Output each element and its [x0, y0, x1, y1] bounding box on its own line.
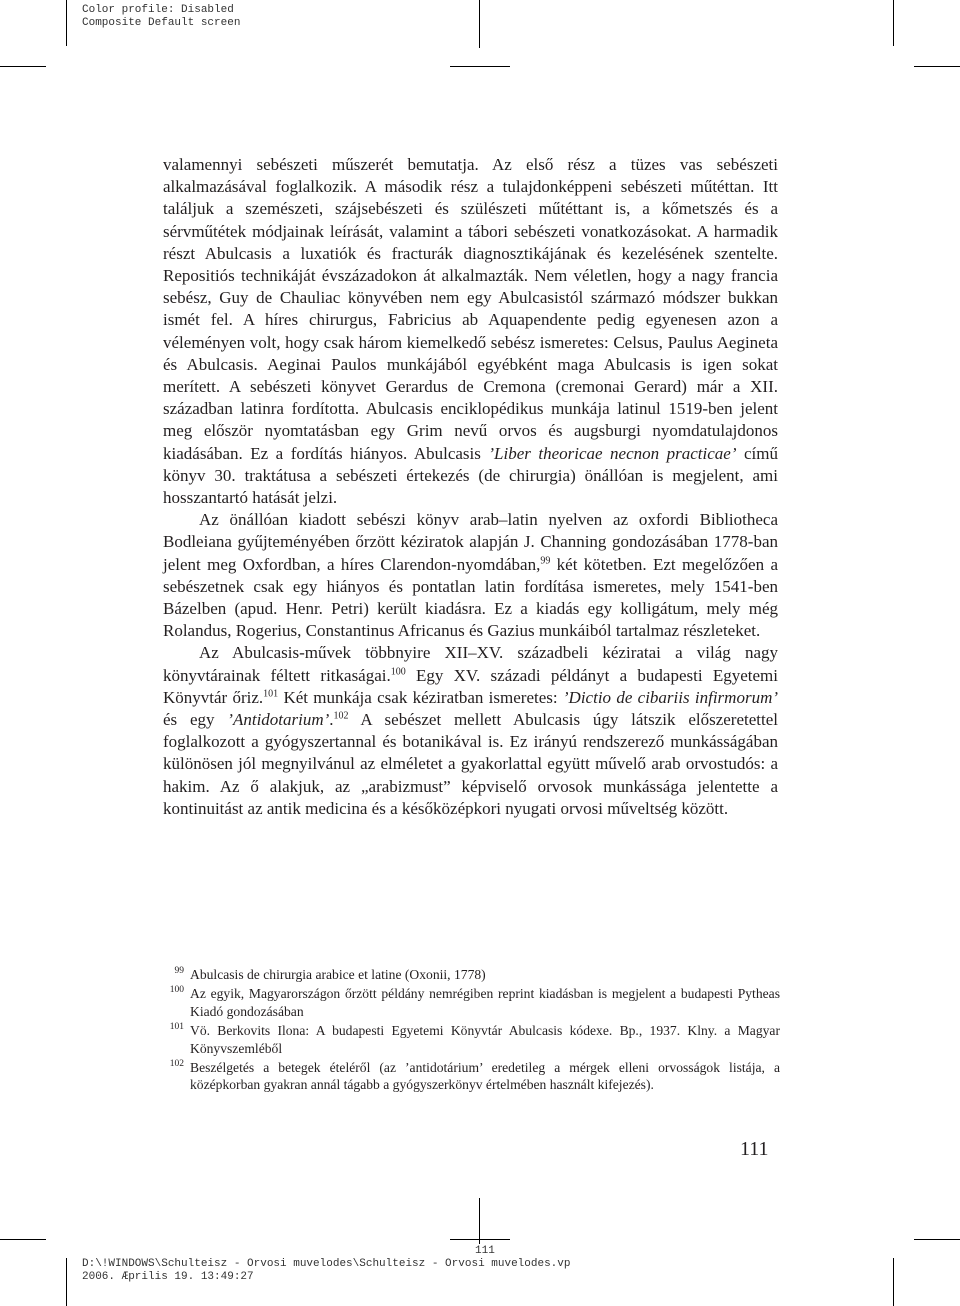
paragraph-2 — [163, 509, 778, 642]
footnote-text: Beszélgetés a betegek ételéről (az ’antidotárium’ eredetileg a mérgek elleni orvosságok listája, a középkorban gyakran annál tágabb a gyógyszerkönyv értelmében használt kifejezés). — [190, 1060, 780, 1093]
paragraph-3-text-e: . — [329, 710, 334, 730]
crop-mark-top-right-h — [914, 66, 960, 67]
crop-mark-bottom-left-v — [66, 1258, 67, 1306]
crop-mark-bottom-center-h — [450, 1239, 510, 1240]
footnote-number: 101 — [169, 1022, 184, 1033]
footnote-ref-100: 100 — [390, 666, 406, 678]
crop-mark-top-left-h — [0, 66, 46, 67]
footnote-text: Az egyik, Magyarországon őrzött példány nemrégiben reprint kiadásban is megjelent a budapesti Pytheas Kiadó gondozásában — [190, 986, 780, 1019]
paragraph-3-text-c: Két munkája csak kéziratban ismeretes: — [278, 687, 563, 707]
footnote — [160, 1022, 780, 1057]
crop-mark-bottom-center-v — [479, 1198, 480, 1244]
footnote-ref-102: 102 — [333, 710, 349, 722]
crop-mark-top-left-v — [66, 0, 67, 46]
work-title-italic-1: ’Dictio de cibariis infirmorum’ — [562, 687, 779, 707]
crop-mark-bottom-right-h — [914, 1239, 960, 1240]
footnote-number: 102 — [169, 1059, 184, 1070]
book-title-italic: ’Liber theoricae necnon practicae’ — [488, 443, 737, 463]
footnote-ref-101: 101 — [263, 688, 279, 700]
footer-file-path: D:\!WINDOWS\Schulteisz - Orvosi muvelodes\Schulteisz - Orvosi muvelodes.vp — [82, 1258, 571, 1270]
footnote — [160, 985, 780, 1020]
crop-mark-top-right-v — [893, 0, 894, 46]
paragraph-3-text-b: Egy XV. századi példányt a budapesti Egyetemi Könyvtár őriz. — [163, 665, 778, 707]
paragraph-2-text: Az önállóan kiadott sebészi könyv arab–latin nyelven az oxfordi Bibliotheca Bodleiana gyűjteményében őrzött kéziratok alapján J. Channing gondozásában 1778-ban jelent meg Oxfordban, a híres Clarendon-nyomdában, — [163, 510, 778, 574]
paragraph-3 — [163, 642, 778, 820]
paragraph-3-text-f: A sebészet mellett Abulcasis úgy látszik előszeretettel foglalkozott a gyógyszertannal és botanikával is. Ez irányú rendszerező munkásságában különösen jól megnyilvánul az elméletet a gyakorlattal együtt művelő arab orvostudós: a hakim. Az ő alakjuk, az „arabizmust” képviselő orvosok munkássága jelentette a kontinuitást az antik medicina és a későközépkori nyugati orvosi műveltség között. — [163, 710, 778, 818]
footnotes — [160, 966, 780, 1096]
paragraph-1 — [163, 154, 778, 509]
footnote-text: Abulcasis de chirurgia arabice et latine (Oxonii, 1778) — [190, 967, 486, 982]
paragraph-2-text-end: két kötetben. Ezt megelőzően a sebészetnek csak egy hiányos és pontatlan latin fordítása ismeretes, mely 1541-ben Bázelben (apud. Henr. Petri) került kiadásra. Ez a kiadás egy kolligátum, mely még Rolandus, Rogerius, Constantinus Africanus és Gazius munkáiból tartalmaz részleteket. — [163, 554, 778, 641]
body-text — [163, 154, 778, 820]
color-profile-label: Color profile: Disabled — [82, 4, 234, 16]
footer-timestamp: 2006. Æprilis 19. 13:49:27 — [82, 1271, 254, 1283]
footnote — [160, 966, 780, 983]
paragraph-1-text: valamennyi sebészeti műszerét bemutatja. Az első rész a tüzes vas sebészeti alkalmazásával foglalkozik. A második rész a tulajdonképpeni sebészeti műtéttan. Itt találjuk a szemészeti, szájsebészeti és szülészeti műtéttant is, a kőmetszés és a sérvműtétek módjainak leírását, valamint a tábori sebészeti vonatkozásokat. A harmadik részt Abulcasis a luxatiók és fracturák diagnosztikájának és kezelésének szentelte. Repositiós technikáját évszázadokon át alkalmazták. Nem véletlen, hogy a nagy francia sebész, Guy de Chauliac könyvében nem egy Abulcasistól származó módszer bukkan ismét fel. A híres chirurgus, Fabricius ab Aquapendente pedig egyenesen azon a véleményen volt, hogy csak három kiemelkedő sebész ismeretes: Celsus, Paulus Aegineta és Abulcasis. Aeginai Paulos munkájából egyébként maga Abulcasis is igen sokat merített. A sebészeti könyvet Gerardus de Cremona (cremonai Gerard) már a XII. században latinra fordította. Abulcasis enciklopédikus munkája latinul 1519-ben jelent meg először nyomtatásban egy Grim nevű orvos és augsburgi nyomdatulajdonos kiadásában. Ez a fordítás hiányos. Abulcasis — [163, 155, 778, 463]
footnote-text: Vö. Berkovits Ilona: A budapesti Egyetemi Könyvtár Abulcasis kódexe. Bp., 1937. Klny. a Magyar Könyvszemléből — [190, 1023, 780, 1056]
footnote-ref-99: 99 — [540, 555, 551, 566]
crop-mark-top-center-h — [450, 66, 510, 67]
page-number: 111 — [740, 1138, 769, 1160]
crop-mark-top-center-v — [479, 0, 480, 48]
footnote — [160, 1059, 780, 1094]
crop-mark-bottom-right-v — [893, 1258, 894, 1306]
crop-mark-bottom-left-h — [0, 1239, 46, 1240]
composite-label: Composite Default screen — [82, 17, 241, 29]
footnote-number: 100 — [169, 985, 184, 996]
paragraph-1-text-end: című könyv 30. traktátusa a sebészeti értekezés (de chirurgia) önállóan is megjelent, ami hosszantartó hatását jelzi. — [163, 443, 778, 508]
paragraph-3-text: Az Abulcasis-művek többnyire XII–XV. századbeli kéziratai a világ nagy könyvtárainak féltett ritkaságai. — [163, 643, 778, 685]
footnote-number: 99 — [174, 966, 184, 976]
footer-page-number: 111 — [475, 1245, 495, 1257]
paragraph-3-text-d: és egy — [163, 710, 228, 730]
work-title-italic-2: ’Antidotarium’ — [227, 710, 330, 730]
